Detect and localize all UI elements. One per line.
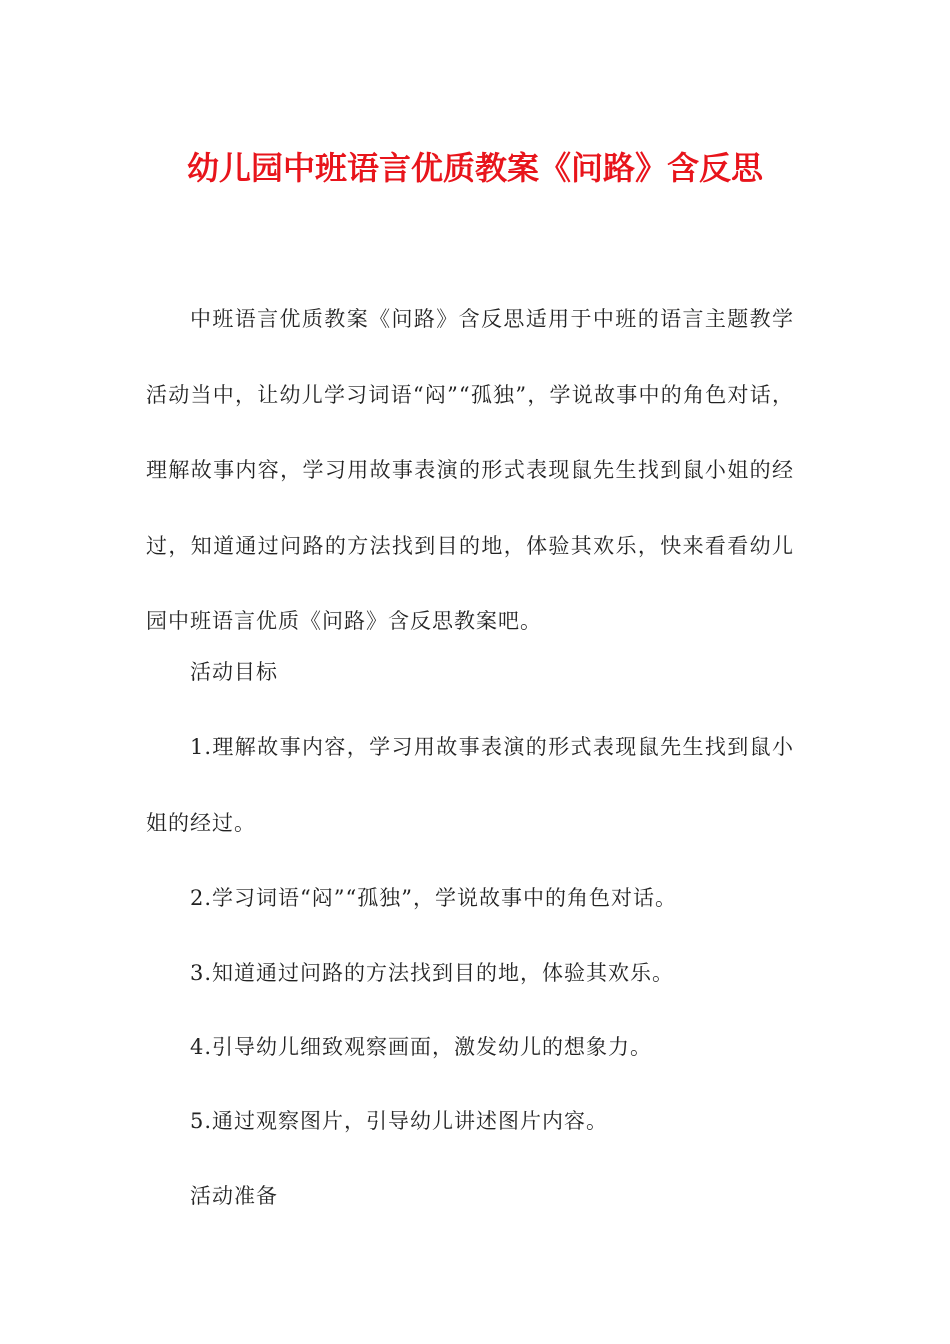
goal-item-1: 1.理解故事内容，学习用故事表演的形式表现鼠先生找到鼠小姐的经过。 — [146, 735, 794, 835]
goal-item-5: 5.通过观察图片，引导幼儿讲述图片内容。 — [190, 1109, 609, 1133]
document-title: 幼儿园中班语言优质教案《问路》含反思 — [186, 149, 763, 187]
section-heading-preparation: 活动准备 — [190, 1184, 278, 1208]
section-heading-goals: 活动目标 — [190, 660, 278, 684]
goal-item-2: 2.学习词语“闷”“孤独”，学说故事中的角色对话。 — [190, 886, 677, 910]
intro-paragraph: 中班语言优质教案《问路》含反思适用于中班的语言主题教学活动当中，让幼儿学习词语“闷”“孤独”，学说故事中的角色对话，理解故事内容，学习用故事表演的形式表现鼠先生找到鼠小姐的经过，知道通过问路的方法找到目的地，体验其欢乐，快来看看幼儿园中班语言优质《问路》含反思教案吧。 — [146, 307, 794, 633]
goal-item-4: 4.引导幼儿细致观察画面，激发幼儿的想象力。 — [190, 1035, 653, 1059]
goal-item-3: 3.知道通过问路的方法找到目的地，体验其欢乐。 — [190, 961, 675, 985]
